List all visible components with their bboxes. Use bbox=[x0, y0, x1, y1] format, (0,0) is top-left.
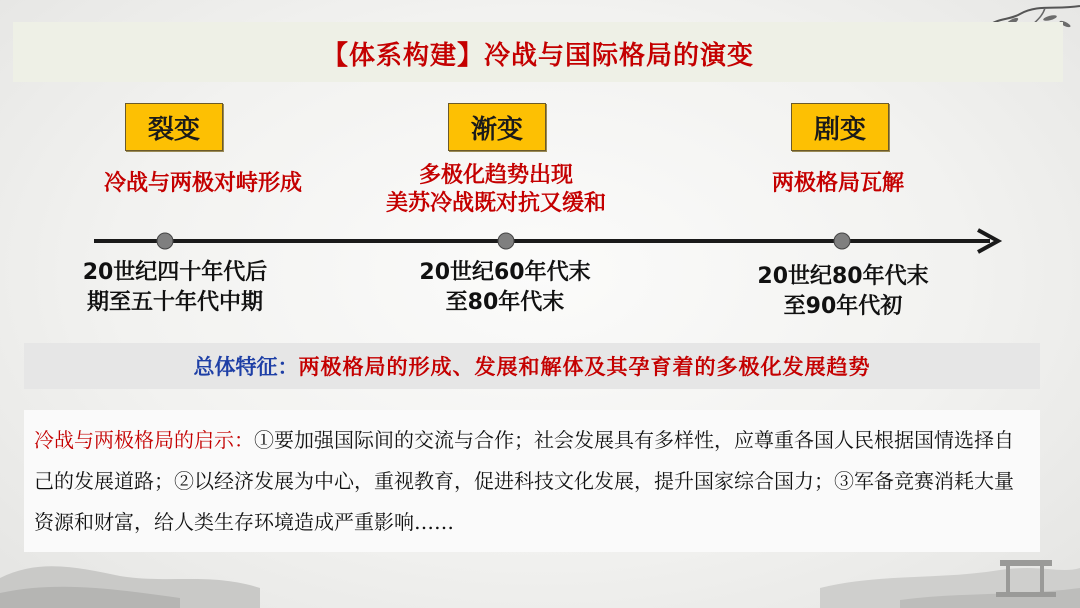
feature-label: 总体特征： bbox=[193, 355, 299, 379]
time-label-line: 期至五十年代中期 bbox=[86, 290, 263, 315]
time-label-gradual bbox=[419, 258, 590, 318]
stage-desc-fission bbox=[104, 170, 302, 198]
insight-box bbox=[24, 410, 1040, 552]
stage-box-upheaval: 剧变 bbox=[791, 103, 889, 151]
insight-text: ①要加强国际间的交流与合作；社会发展具有多样性，应尊重各国人民根据国情选择自己的发展道路；②以经济发展为中心，重视教育，促进科技文化发展，提升国家综合国力；③军备竞赛消耗大量资源和财富，给人类生存环境造成严重影响…… bbox=[34, 428, 1014, 534]
insight-label: 冷战与两极格局的启示： bbox=[34, 428, 254, 452]
time-label-line: 20世纪四十年代后 bbox=[82, 260, 268, 285]
stage-desc-line: 多极化趋势出现 bbox=[418, 163, 574, 188]
stage-desc-line: 冷战与两极对峙形成 bbox=[103, 171, 303, 196]
timeline-node bbox=[498, 233, 514, 249]
timeline-node bbox=[157, 233, 173, 249]
stage-box-gradual: 渐变 bbox=[448, 103, 546, 151]
overall-feature-bar bbox=[24, 343, 1040, 389]
timeline-arrow bbox=[90, 228, 1010, 254]
stage-desc-gradual bbox=[386, 162, 606, 218]
stage-box-fission: 裂变 bbox=[125, 103, 223, 151]
time-label-line: 至80年代末 bbox=[445, 290, 565, 315]
time-label-line: 20世纪60年代末 bbox=[419, 260, 591, 285]
stage-desc-line: 美苏冷战既对抗又缓和 bbox=[385, 191, 607, 216]
stage-desc-line: 两极格局瓦解 bbox=[771, 171, 905, 196]
title-bar bbox=[13, 22, 1063, 82]
page-title: 【体系构建】冷战与国际格局的演变 bbox=[321, 41, 754, 71]
feature-text: 两极格局的形成、发展和解体及其孕育着的多极化发展趋势 bbox=[298, 355, 871, 379]
time-label-fission bbox=[83, 258, 268, 318]
time-label-line: 20世纪80年代末 bbox=[757, 264, 929, 289]
timeline-node bbox=[834, 233, 850, 249]
stage-desc-upheaval bbox=[772, 170, 904, 198]
time-label-line: 至90年代初 bbox=[783, 294, 903, 319]
time-label-upheaval bbox=[757, 262, 928, 322]
